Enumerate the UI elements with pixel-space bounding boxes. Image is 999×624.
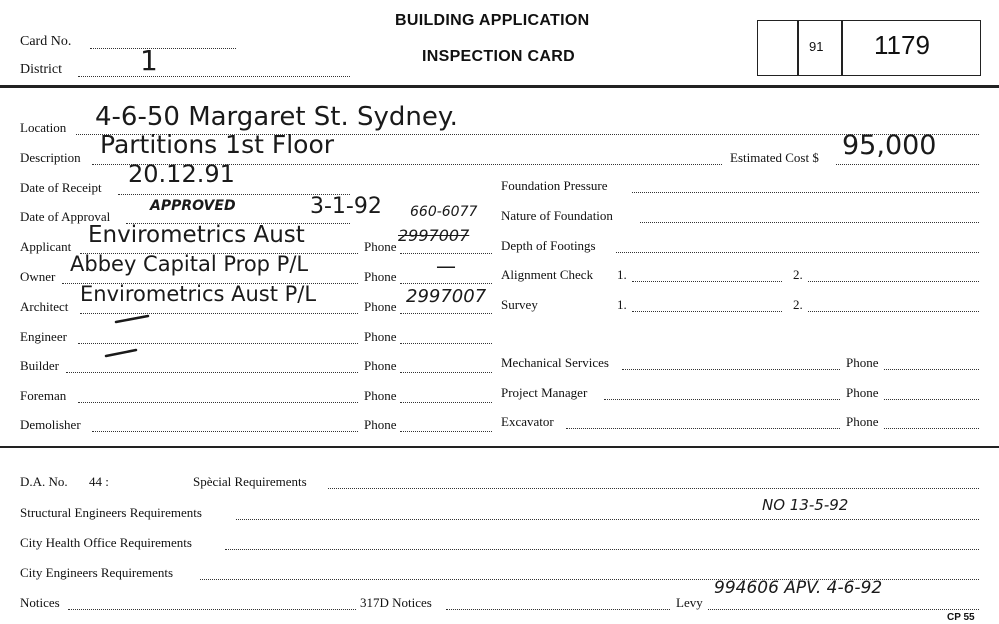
receipt-label: Date of Receipt bbox=[20, 180, 102, 195]
special-requirements-field[interactable] bbox=[328, 488, 979, 489]
levy-field[interactable] bbox=[708, 609, 979, 610]
mechanical-services-field[interactable] bbox=[622, 369, 840, 370]
levy-value: 994606 APV. 4-6-92 bbox=[714, 578, 883, 598]
nature-foundation-field[interactable] bbox=[640, 222, 979, 223]
owner-phone-value: — bbox=[436, 254, 456, 278]
approval-date: 3-1-92 bbox=[310, 194, 382, 219]
alignment-check-field-2[interactable] bbox=[808, 281, 979, 282]
demolisher-phone-label: Phone bbox=[364, 417, 397, 432]
form-title-line1: BUILDING APPLICATION bbox=[395, 12, 590, 29]
card-no-label: Card No. bbox=[20, 34, 72, 49]
estimated-cost-label: Estimated Cost $ bbox=[730, 150, 819, 165]
excavator-phone-field[interactable] bbox=[884, 428, 979, 429]
excavator-phone-label: Phone bbox=[846, 414, 879, 429]
receipt-value: 20.12.91 bbox=[128, 160, 235, 188]
engineer-label: Engineer bbox=[20, 329, 67, 344]
section-divider bbox=[0, 446, 999, 448]
depth-footings-label: Depth of Footings bbox=[501, 238, 596, 253]
approval-stamp: APPROVED bbox=[150, 198, 236, 214]
project-manager-label: Project Manager bbox=[501, 385, 588, 400]
foreman-phone-label: Phone bbox=[364, 388, 397, 403]
applicant-value: Envirometrics Aust bbox=[88, 222, 305, 248]
builder-label: Builder bbox=[20, 358, 59, 373]
district-label: District bbox=[20, 62, 62, 77]
description-label: Description bbox=[20, 150, 81, 165]
notices-field[interactable] bbox=[68, 609, 356, 610]
alignment-check-n2: 2. bbox=[793, 267, 803, 282]
nature-foundation-label: Nature of Foundation bbox=[501, 208, 613, 223]
project-manager-field[interactable] bbox=[604, 399, 840, 400]
mechanical-phone-field[interactable] bbox=[884, 369, 979, 370]
notices-label: Notices bbox=[20, 595, 60, 610]
location-value: 4-6-50 Margaret St. Sydney. bbox=[95, 102, 458, 132]
health-requirements-field[interactable] bbox=[225, 549, 979, 550]
alignment-check-label: Alignment Check bbox=[501, 267, 594, 282]
year-code: 91 bbox=[809, 39, 824, 54]
location-label: Location bbox=[20, 120, 67, 135]
district-value: 1 bbox=[140, 44, 158, 77]
applicant-phone-value: 2997007 bbox=[398, 226, 470, 245]
mechanical-phone-label: Phone bbox=[846, 355, 879, 370]
special-requirements-label: Spècial Requirements bbox=[193, 474, 307, 489]
survey-label: Survey bbox=[501, 297, 538, 312]
architect-label: Architect bbox=[20, 299, 69, 314]
da-no-label: D.A. No. bbox=[20, 474, 68, 489]
estimated-cost-value: 95,000 bbox=[842, 130, 937, 161]
da-no-value: 44 : bbox=[89, 474, 109, 489]
alignment-check-n1: 1. bbox=[617, 267, 627, 282]
owner-label: Owner bbox=[20, 269, 56, 284]
notices-317d-field[interactable] bbox=[446, 609, 670, 610]
project-manager-phone-label: Phone bbox=[846, 385, 879, 400]
structural-requirements-field[interactable] bbox=[236, 519, 979, 520]
survey-field-2[interactable] bbox=[808, 311, 979, 312]
demolisher-label: Demolisher bbox=[20, 417, 81, 432]
alignment-check-field-1[interactable] bbox=[632, 281, 782, 282]
mechanical-services-label: Mechanical Services bbox=[501, 355, 609, 370]
architect-phone-label: Phone bbox=[364, 299, 397, 314]
architect-value: Envirometrics Aust P/L bbox=[80, 282, 317, 306]
foundation-pressure-label: Foundation Pressure bbox=[501, 178, 608, 193]
applicant-label: Applicant bbox=[20, 239, 72, 254]
phone-new-value: 660-6077 bbox=[410, 204, 478, 220]
owner-value: Abbey Capital Prop P/L bbox=[70, 252, 309, 276]
city-engineers-label: City Engineers Requirements bbox=[20, 565, 174, 580]
structural-requirements-value: NO 13-5-92 bbox=[762, 496, 849, 514]
survey-n1: 1. bbox=[617, 297, 627, 312]
description-value: Partitions 1st Floor bbox=[100, 130, 335, 159]
depth-footings-field[interactable] bbox=[616, 252, 979, 253]
survey-n2: 2. bbox=[793, 297, 803, 312]
project-manager-phone-field[interactable] bbox=[884, 399, 979, 400]
approval-label: Date of Approval bbox=[20, 209, 111, 224]
levy-label: Levy bbox=[676, 595, 703, 610]
foreman-label: Foreman bbox=[20, 388, 67, 403]
form-code: CP 55 bbox=[947, 612, 975, 623]
structural-requirements-label: Structural Engineers Requirements bbox=[20, 505, 202, 520]
foundation-pressure-field[interactable] bbox=[632, 192, 979, 193]
excavator-field[interactable] bbox=[566, 428, 840, 429]
excavator-label: Excavator bbox=[501, 414, 554, 429]
notices-317d-label: 317D Notices bbox=[360, 595, 432, 610]
form-title-line2: INSPECTION CARD bbox=[422, 48, 575, 65]
architect-phone-value: 2997007 bbox=[406, 286, 487, 307]
health-requirements-label: City Health Office Requirements bbox=[20, 535, 192, 550]
engineer-phone-label: Phone bbox=[364, 329, 397, 344]
applicant-phone-label: Phone bbox=[364, 239, 397, 254]
owner-phone-label: Phone bbox=[364, 269, 397, 284]
builder-phone-label: Phone bbox=[364, 358, 397, 373]
application-number: 1179 bbox=[874, 30, 930, 60]
survey-field-1[interactable] bbox=[632, 311, 782, 312]
